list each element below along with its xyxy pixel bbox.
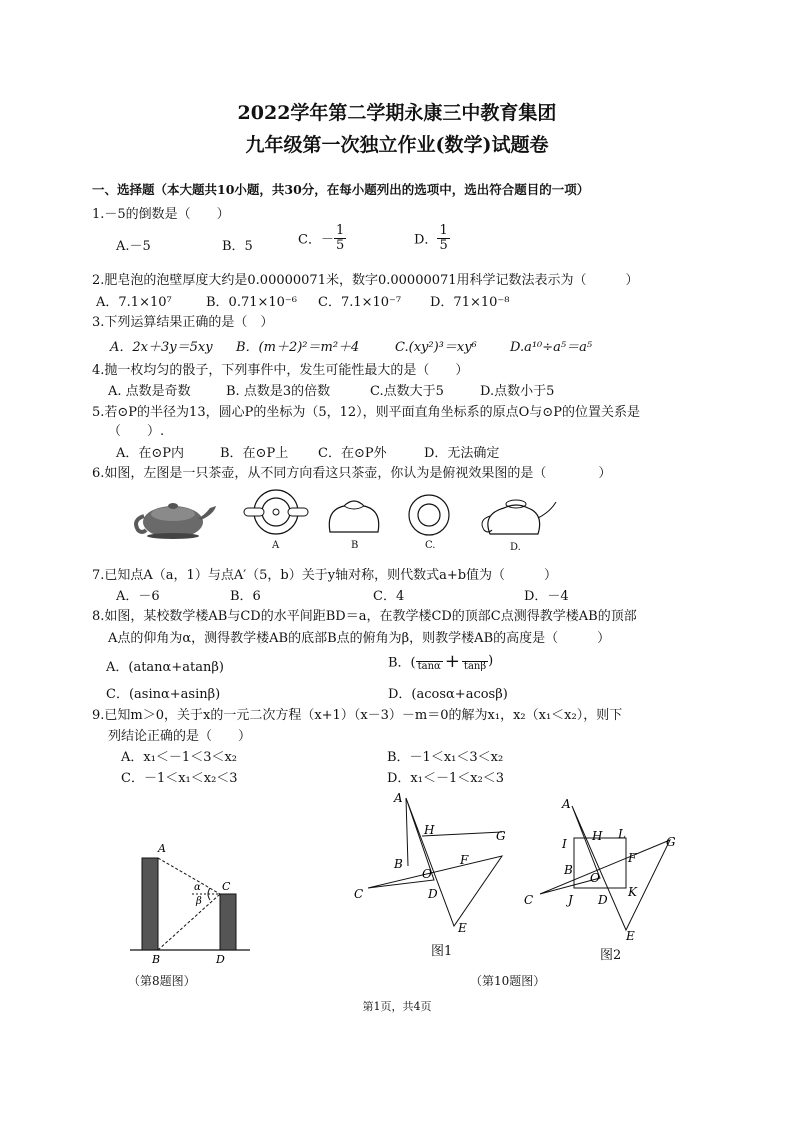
fig10-2-label: K (628, 885, 637, 899)
q9-option-c: C．－1＜x₁＜x₂＜3 (121, 771, 238, 786)
fig10-2-label: O (590, 871, 600, 885)
fig10-2-label: H (592, 829, 603, 843)
q2-option-b: B．0.71×10⁻⁶ (206, 295, 298, 310)
q8-option-d: D．(acosα+acosβ) (388, 687, 508, 702)
fig10-1-label: E (458, 921, 467, 935)
q4-option-a: A. 点数是奇数 (108, 384, 191, 399)
q2-option-c: C．7.1×10⁻⁷ (318, 295, 402, 310)
q3-option-c: C.(xy²)³＝xy⁶ (395, 340, 477, 355)
q6-label-a: A (272, 540, 280, 551)
section-heading: 一、选择题（本大题共10小题，共30分，在每小题列出的选项中，选出符合题目的一项） (92, 182, 590, 197)
q6-view-c (404, 492, 454, 538)
q6-view-d (474, 490, 558, 542)
q2-option-a: A．7.1×10⁷ (96, 295, 172, 310)
q5-option-b: B．在⊙P上 (220, 446, 289, 461)
fig10-2-label: L (618, 827, 626, 841)
q8-option-a: A．(atanα+atanβ) (106, 660, 224, 675)
q8-stem-line-2: A点的仰角为α，测得教学楼AB的底部B点的俯角为β，则教学楼AB的高度是（ ） (108, 631, 611, 646)
q3-option-d: D.a¹⁰÷a⁵＝a⁵ (510, 340, 593, 355)
fig10-1-label: H (424, 823, 435, 837)
q6-stem: 6.如图，左图是一只茶壶，从不同方向看这只茶壶，你认为是俯视效果图的是（ ） (92, 466, 612, 481)
q6-view-a (236, 488, 316, 538)
q6-label-b: B (351, 540, 359, 551)
figure-q8 (120, 836, 260, 966)
page-footer: 第1页，共4页 (362, 1000, 432, 1013)
q6-view-b (324, 492, 384, 538)
q4-option-c: C.点数大于5 (370, 384, 444, 399)
q4-option-b: B. 点数是3的倍数 (226, 384, 331, 399)
q3-option-a: A．2x＋3y＝5xy (110, 340, 213, 355)
title-line-1: 2022学年第二学期永康三中教育集团 (237, 102, 557, 124)
fig8-label-c: C (222, 880, 231, 893)
fig10-1-label: B (394, 857, 403, 871)
fig10-2-label: C (524, 893, 534, 907)
fig8-label-b: B (152, 953, 161, 966)
q8-option-b: B．( tanα + tanβ ) (388, 650, 494, 672)
q3-stem: 3.下列运算结果正确的是（ ） (92, 315, 274, 330)
q6-label-d: D. (510, 542, 521, 553)
teapot-image (128, 492, 218, 542)
fig10-caption: （第10题图） (470, 974, 546, 988)
q1-option-d: D． $\frac{1}{5}$ (414, 223, 448, 253)
q5-option-c: C．在⊙P外 (318, 446, 387, 461)
q7-option-b: B．6 (230, 589, 261, 604)
fig10-1-label: G (496, 829, 506, 843)
q7-stem: 7.已知点A（a，1）与点A′（5，b）关于y轴对称，则代数式a+b值为（ ） (92, 568, 558, 583)
q1-option-c: C．－ $\frac{1}{5}$ (298, 223, 345, 253)
q9-stem-line-2: 列结论正确的是（ ） (108, 729, 252, 744)
title-line-2: 九年级第一次独立作业(数学)试题卷 (245, 134, 549, 156)
fig10-2-label: E (626, 929, 635, 943)
fig10-2-label: G (666, 835, 676, 849)
q3-option-b: B．(m＋2)²＝m²＋4 (236, 340, 360, 355)
q1-option-a: A.－5 (116, 239, 151, 254)
fig8-label-alpha: α (194, 882, 201, 893)
fig8-label-a: A (158, 842, 166, 855)
q1-stem: 1.－5的倒数是（ ） (92, 207, 230, 222)
q2-stem: 2.肥皂泡的泡壁厚度大约是0.00000071米，数字0.00000071用科学记数法表示为（ ） (92, 273, 639, 288)
fig8-label-beta: β (196, 896, 202, 907)
q8-stem-line-1: 8.如图，某校数学楼AB与CD的水平间距BD＝a，在教学楼CD的顶部C点测得教学楼AB的顶部 (92, 609, 637, 624)
q9-stem-line-1: 9.已知m＞0，关于x的一元二次方程（x+1）（x－3）－m＝0的解为x₁，x₂（x₁＜x₂），则下 (92, 708, 623, 723)
q5-stem-line-2: （ ）. (108, 424, 165, 439)
q9-option-d: D．x₁＜－1＜x₂＜3 (387, 771, 505, 786)
fig10-2-label: A (562, 797, 571, 811)
q9-option-b: B．－1＜x₁＜3＜x₂ (387, 750, 504, 765)
q4-stem: 4.抛一枚均匀的骰子，下列事件中，发生可能性最大的是（ ） (92, 363, 469, 378)
q6-label-c: C. (425, 540, 436, 551)
q9-option-a: A．x₁＜－1＜3＜x₂ (121, 750, 238, 765)
fig8-label-d: D (216, 953, 225, 966)
q1-option-b: B．5 (222, 239, 253, 254)
q2-option-d: D．71×10⁻⁸ (430, 295, 510, 310)
q7-option-d: D．－4 (524, 589, 569, 604)
q5-stem-line-1: 5.若⊙P的半径为13，圆心P的坐标为（5，12），则平面直角坐标系的原点O与⊙P的位置关系是 (92, 405, 640, 420)
fig10-1-label: D (428, 887, 438, 901)
fig10-1-label: F (460, 853, 469, 867)
fig10-1-label: C (354, 887, 364, 901)
fig10-1-label: O (422, 867, 432, 881)
q8-option-c: C．(asinα+asinβ) (106, 687, 221, 702)
fig10-2-label: F (628, 851, 637, 865)
fig10-2-label: B (564, 863, 573, 877)
q5-option-d: D．无法确定 (424, 446, 500, 461)
q4-option-d: D.点数小于5 (480, 384, 555, 399)
fig8-caption: （第8题图） (128, 974, 196, 988)
fig10-2-caption: 图2 (600, 948, 622, 963)
q7-option-c: C．4 (373, 589, 405, 604)
q7-option-a: A．－6 (116, 589, 160, 604)
fig10-1-label: A (394, 791, 403, 805)
figure-q10-1 (346, 784, 516, 944)
q5-option-a: A．在⊙P内 (116, 446, 185, 461)
figure-q10-2 (516, 790, 690, 946)
fig10-2-label: J (568, 893, 573, 907)
fig10-2-label: I (562, 837, 567, 851)
fig10-1-caption: 图1 (431, 944, 453, 959)
fig10-2-label: D (598, 893, 608, 907)
